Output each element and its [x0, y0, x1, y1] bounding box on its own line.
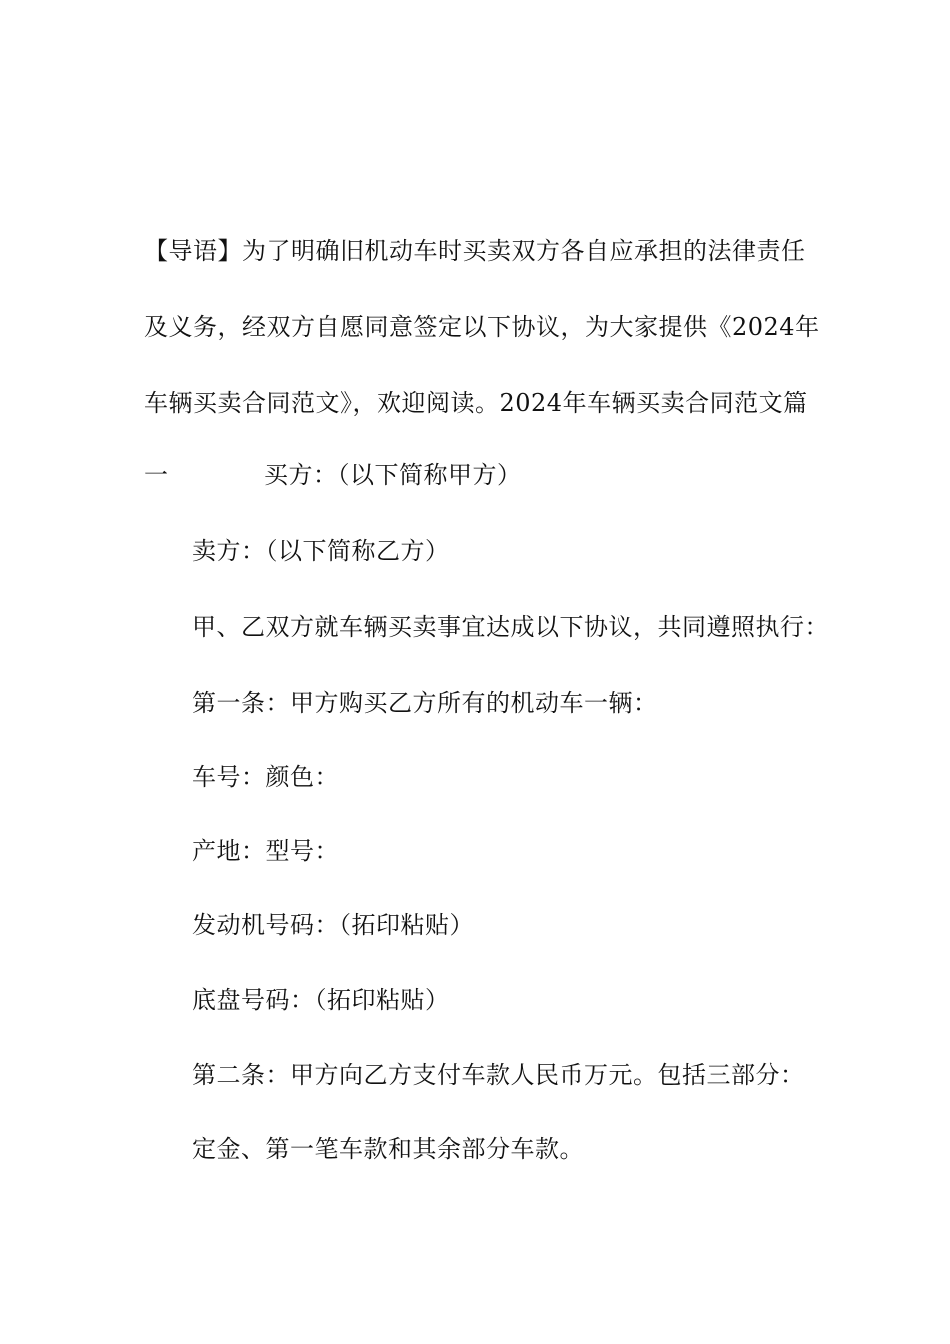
- intro-line-3: 车辆买卖合同范文》，欢迎阅读。2024年车辆买卖合同范文篇: [144, 389, 808, 417]
- engine-number-line: 发动机号码：（拓印粘贴）: [192, 911, 474, 939]
- chassis-number-line: 底盘号码：（拓印粘贴）: [192, 986, 450, 1014]
- origin-model-line: 产地：型号：: [192, 837, 339, 865]
- agreement-line: 甲、乙双方就车辆买卖事宜达成以下协议，共同遵照执行：: [192, 613, 829, 641]
- intro-line-1: 【导语】为了明确旧机动车时买卖双方各自应承担的法律责任: [144, 237, 806, 265]
- buyer-line: 买方：（以下简称甲方）: [264, 461, 522, 489]
- intro-line-2: 及义务，经双方自愿同意签定以下协议，为大家提供《2024年: [144, 313, 820, 341]
- seller-line: 卖方：（以下简称乙方）: [192, 537, 450, 565]
- intro-line-4-prefix: 一: [144, 461, 169, 489]
- article-2: 第二条：甲方向乙方支付车款人民币万元。包括三部分：: [192, 1061, 805, 1089]
- article-1: 第一条：甲方购买乙方所有的机动车一辆：: [192, 689, 658, 717]
- article-2-detail: 定金、第一笔车款和其余部分车款。: [192, 1135, 584, 1163]
- plate-color-line: 车号：颜色：: [192, 763, 339, 791]
